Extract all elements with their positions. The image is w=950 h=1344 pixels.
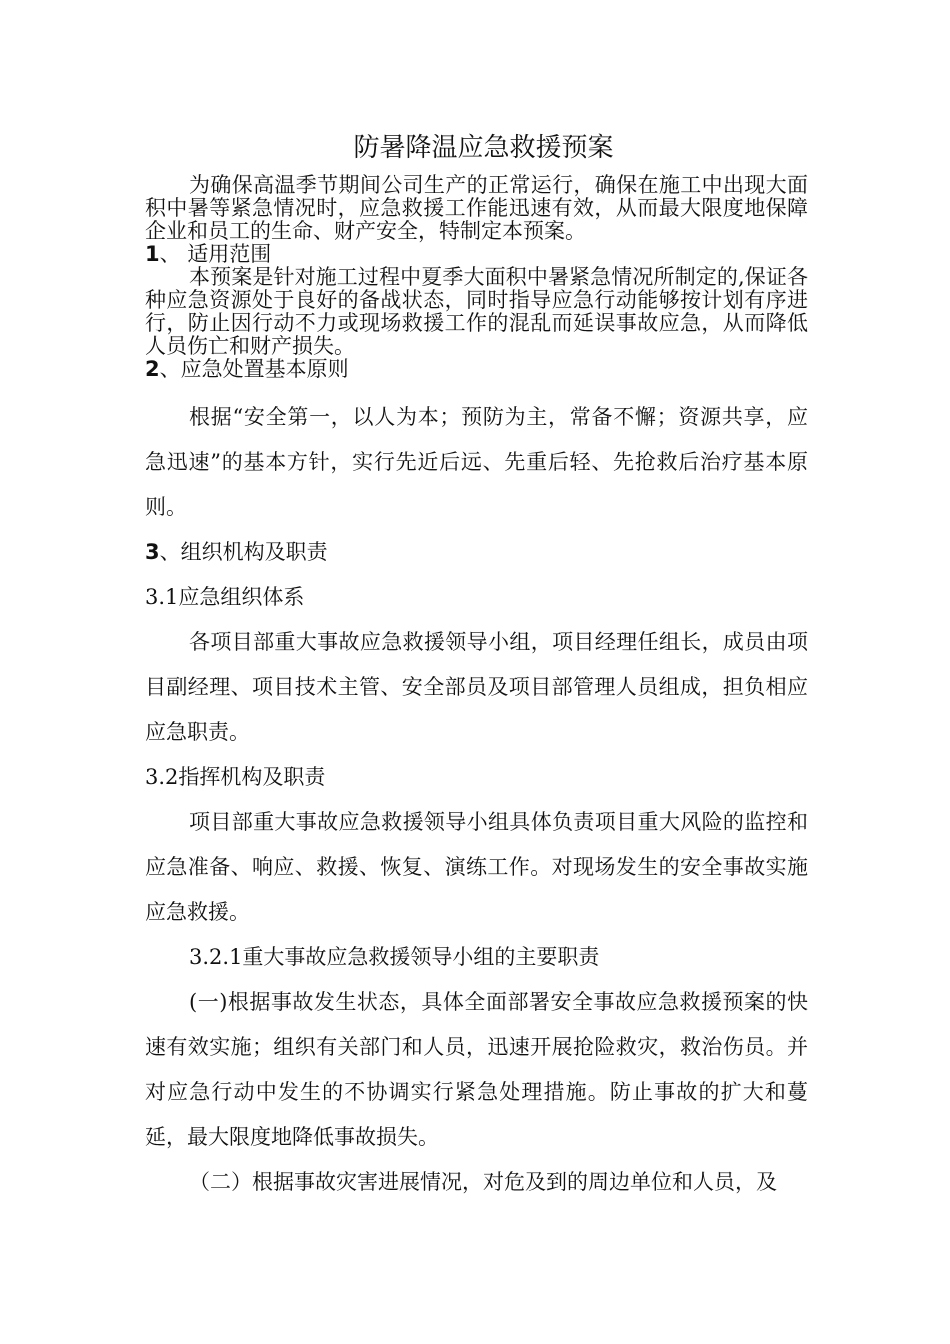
section-3-number: 3 (145, 540, 160, 564)
document-body (145, 128, 808, 1205)
section-3-heading (145, 530, 808, 575)
section-2-heading (145, 358, 808, 381)
section-3-1-paragraph: 各项目部重大事故应急救援领导小组，项目经理任组长，成员由项目副经理、项目技术主管、安全部员及项目部管理人员组成，担负相应应急职责。 (145, 630, 808, 744)
section-2-paragraph: 根据“安全第一，以人为本；预防为主，常备不懈；资源共享，应急迅速”的基本方针，实行先近后远、先重后轻、先抢救后治疗基本原则。 (145, 405, 808, 519)
section-1-heading (145, 243, 808, 266)
intro-paragraph: 为确保高温季节期间公司生产的正常运行，确保在施工中出现大面积中暑等紧急情况时，应急救援工作能迅速有效，从而最大限度地保障企业和员工的生命、财产安全，特制定本预案。 (145, 173, 808, 243)
section-1-paragraph: 本预案是针对施工过程中夏季大面积中暑紧急情况所制定的,保证各种应急资源处于良好的备战状态，同时指导应急行动能够按计划有序进行，防止因行动不力或现场救援工作的混乱而延误事故应急，从而降低人员伤亡和财产损失。 (145, 265, 808, 358)
duty-item-1: (一)根据事故发生状态，具体全面部署安全事故应急救援预案的快速有效实施；组织有关部门和人员，迅速开展抢险救灾，救治伤员。并对应急行动中发生的不协调实行紧急处理措施。防止事故的扩大和蔓延，最大限度地降低事故损失。 (145, 990, 808, 1149)
section-1-number: 1 (145, 242, 160, 266)
section-2-number: 2 (145, 357, 160, 381)
section-3-title: 、组织机构及职责 (159, 540, 328, 564)
section-3-2-heading: 3.2指挥机构及职责 (145, 765, 326, 789)
section-3-2-paragraph: 项目部重大事故应急救援领导小组具体负责项目重大风险的监控和应急准备、响应、救援、恢复、演练工作。对现场发生的安全事故实施应急救援。 (145, 810, 808, 924)
section-2-title: 、应急处置基本原则 (159, 357, 349, 381)
section-3-2-1-heading: 3.2.1重大事故应急救援领导小组的主要职责 (189, 945, 600, 969)
spacer (145, 381, 808, 395)
duty-item-2: （二）根据事故灾害进展情况，对危及到的周边单位和人员，及 (189, 1170, 777, 1194)
section-3-1-heading: 3.1应急组织体系 (145, 585, 305, 609)
section-1-title: 、 适用范围 (159, 242, 272, 266)
document-title: 防暑降温应急救援预案 (353, 133, 614, 163)
